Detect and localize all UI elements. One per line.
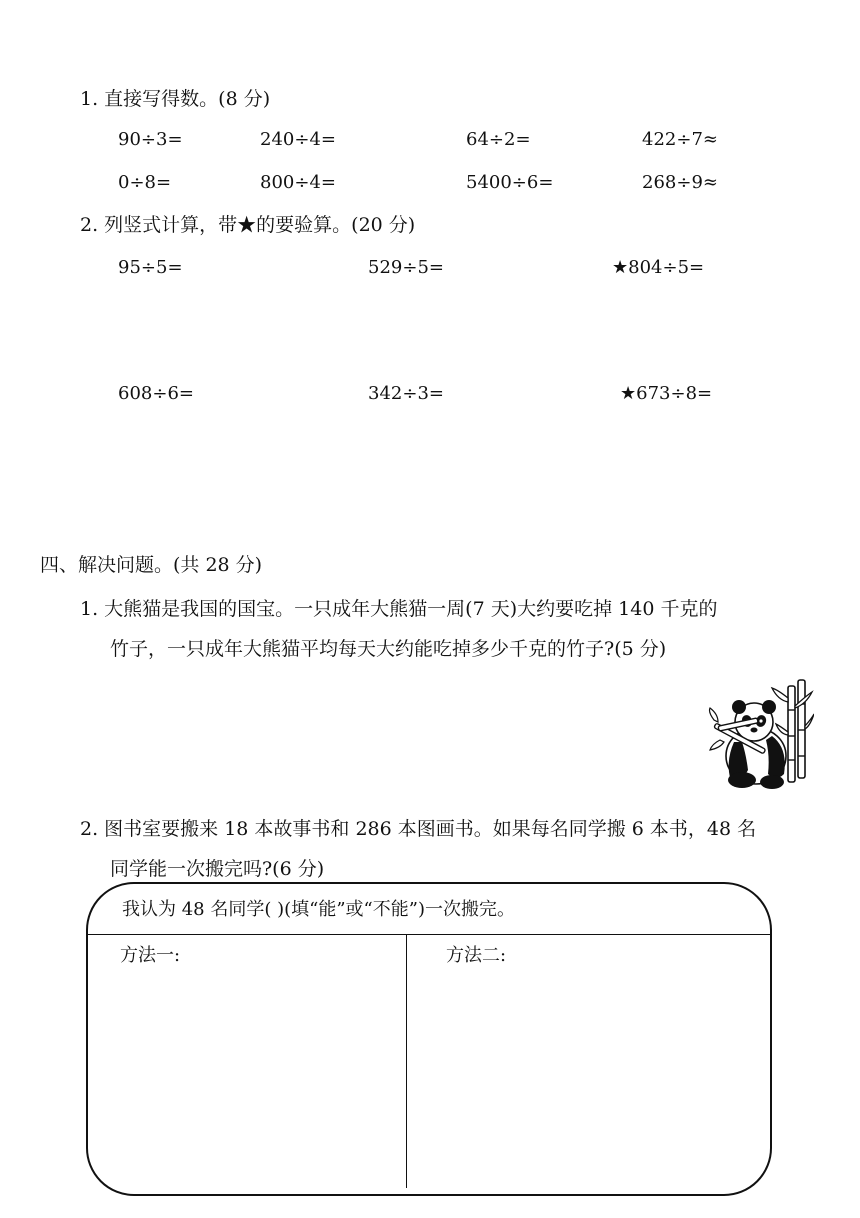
q2-item: ★804÷5=: [612, 257, 705, 278]
method-two-label: 方法二:: [446, 945, 507, 966]
q2-item: 342÷3=: [368, 383, 444, 404]
panda-illustration: [708, 678, 814, 790]
problem2-line2: 同学能一次搬完吗?(6 分): [110, 858, 325, 880]
q1-item: 800÷4=: [260, 172, 336, 193]
q2-item: 529÷5=: [368, 257, 444, 278]
q1-item: 240÷4=: [260, 129, 336, 150]
problem2-line1: 2. 图书室要搬来 18 本故事书和 286 本图画书。如果每名同学搬 6 本书，48 名: [80, 818, 757, 840]
box-divider-vertical: [406, 935, 407, 1188]
answer-statement[interactable]: 我认为 48 名同学( )(填“能”或“不能”)一次搬完。: [122, 899, 515, 920]
q1-title: 1. 直接写得数。(8 分): [80, 88, 271, 110]
q2-item: 608÷6=: [118, 383, 194, 404]
q2-item: 95÷5=: [118, 257, 183, 278]
answer-box: [86, 882, 772, 1196]
section4-heading: 四、解决问题。(共 28 分): [40, 554, 263, 576]
problem1-line2: 竹子，一只成年大熊猫平均每天大约能吃掉多少千克的竹子?(5 分): [110, 638, 667, 660]
q1-item: 5400÷6=: [466, 172, 554, 193]
method-one-label: 方法一:: [120, 945, 181, 966]
q1-item: 422÷7≈: [642, 129, 718, 150]
q2-title: 2. 列竖式计算，带★的要验算。(20 分): [80, 214, 416, 236]
q1-item: 268÷9≈: [642, 172, 718, 193]
q2-item: ★673÷8=: [620, 383, 713, 404]
box-divider-horizontal: [88, 934, 770, 935]
problem1-line1: 1. 大熊猫是我国的国宝。一只成年大熊猫一周(7 天)大约要吃掉 140 千克的: [80, 598, 718, 620]
q1-item: 0÷8=: [118, 172, 172, 193]
q1-item: 90÷3=: [118, 129, 183, 150]
q1-item: 64÷2=: [466, 129, 531, 150]
